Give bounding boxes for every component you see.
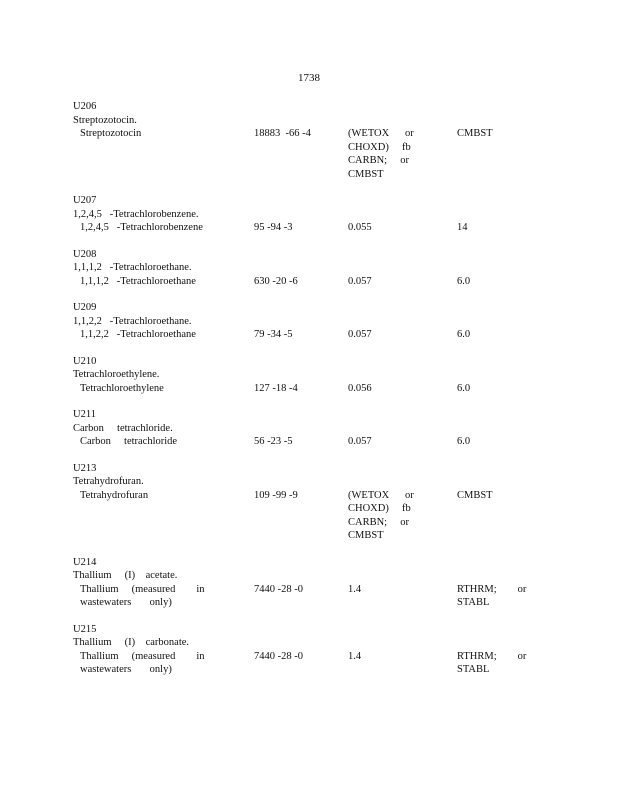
wastewater-standard-line: 1.4 bbox=[348, 583, 362, 595]
constituent-name-line: Streptozotocin bbox=[80, 128, 142, 139]
cas-number: 18883 -66 -4 bbox=[254, 128, 311, 139]
waste-entry-u208 bbox=[73, 248, 553, 289]
wastewater-standard-line: 0.057 bbox=[348, 436, 372, 447]
nonwastewater-standard-line: CMBST bbox=[457, 128, 493, 139]
nonwastewater-standard bbox=[457, 583, 553, 610]
wastewater-standard-line: 0.055 bbox=[348, 222, 372, 233]
constituent-name bbox=[73, 435, 254, 449]
wastewater-standard-line: (WETOX or bbox=[348, 128, 414, 139]
cas-number: 127 -18 -4 bbox=[254, 382, 298, 394]
waste-code: U210 bbox=[73, 355, 97, 367]
constituent-row bbox=[73, 382, 553, 396]
wastewater-standard bbox=[348, 328, 457, 342]
constituent-name bbox=[73, 221, 254, 235]
nonwastewater-standard bbox=[457, 489, 553, 503]
cas-number: 7440 -28 -0 bbox=[254, 650, 303, 662]
cas-number: 95 -94 -3 bbox=[254, 222, 293, 233]
waste-code: U207 bbox=[73, 195, 97, 206]
page-number: 1738 bbox=[298, 72, 320, 84]
wastewater-standard-line: CHOXD) fb bbox=[348, 503, 411, 514]
waste-entry-u209 bbox=[73, 301, 553, 342]
waste-title: Carbon tetrachloride. bbox=[73, 422, 173, 434]
waste-code: U215 bbox=[73, 623, 97, 635]
wastewater-standard bbox=[348, 650, 457, 664]
cas-number: 630 -20 -6 bbox=[254, 275, 298, 287]
constituent-name-line: 1,2,4,5 -Tetrachlorobenzene bbox=[80, 222, 203, 233]
nonwastewater-standard-line: RTHRM; or bbox=[457, 583, 527, 595]
waste-code: U214 bbox=[73, 556, 97, 568]
constituent-row bbox=[73, 221, 553, 235]
wastewater-standard-line: CMBST bbox=[348, 168, 384, 180]
nonwastewater-standard-line: 14 bbox=[457, 222, 468, 233]
wastewater-standard bbox=[348, 583, 457, 597]
constituent-name-line: 1,1,1,2 -Tetrachloroethane bbox=[80, 275, 196, 287]
constituent-name-line: Carbon tetrachloride bbox=[80, 436, 178, 447]
nonwastewater-standard-line: 6.0 bbox=[457, 436, 471, 447]
waste-code-table bbox=[73, 100, 553, 690]
waste-entry-u214 bbox=[73, 556, 553, 610]
waste-code: U211 bbox=[73, 409, 96, 420]
waste-entry-u206 bbox=[73, 100, 553, 181]
constituent-name-line: Tetrachloroethylene bbox=[80, 382, 164, 394]
wastewater-standard-line: CARBN; or bbox=[348, 155, 409, 166]
constituent-name-line: Thallium (measured in bbox=[80, 583, 205, 595]
waste-title: Thallium (I) carbonate. bbox=[73, 637, 190, 648]
waste-entry-u207 bbox=[73, 194, 553, 235]
waste-title: Streptozotocin. bbox=[73, 114, 137, 126]
constituent-name bbox=[73, 127, 254, 141]
cas-number: 79 -34 -5 bbox=[254, 329, 293, 340]
nonwastewater-standard bbox=[457, 382, 553, 396]
wastewater-standard bbox=[348, 435, 457, 449]
waste-title: 1,1,2,2 -Tetrachloroethane. bbox=[73, 315, 192, 327]
constituent-row bbox=[73, 583, 553, 610]
wastewater-standard bbox=[348, 127, 457, 181]
constituent-name bbox=[73, 650, 254, 677]
nonwastewater-standard bbox=[457, 221, 553, 235]
constituent-row bbox=[73, 328, 553, 342]
nonwastewater-standard-line: STABL bbox=[457, 597, 490, 608]
waste-entry-u215 bbox=[73, 623, 553, 677]
constituent-name bbox=[73, 583, 254, 610]
constituent-row bbox=[73, 275, 553, 289]
nonwastewater-standard bbox=[457, 275, 553, 289]
waste-code: U209 bbox=[73, 302, 97, 313]
wastewater-standard-line: 0.057 bbox=[348, 275, 372, 287]
waste-title: 1,1,1,2 -Tetrachloroethane. bbox=[73, 262, 192, 273]
nonwastewater-standard bbox=[457, 650, 553, 677]
constituent-row bbox=[73, 650, 553, 677]
wastewater-standard bbox=[348, 275, 457, 289]
constituent-row bbox=[73, 435, 553, 449]
constituent-name-line: 1,1,2,2 -Tetrachloroethane bbox=[80, 329, 196, 340]
waste-title: 1,2,4,5 -Tetrachlorobenzene. bbox=[73, 208, 199, 220]
wastewater-standard bbox=[348, 221, 457, 235]
cas-number: 109 -99 -9 bbox=[254, 489, 298, 501]
constituent-row bbox=[73, 489, 553, 543]
wastewater-standard-line: 0.057 bbox=[348, 329, 372, 340]
wastewater-standard bbox=[348, 489, 457, 543]
nonwastewater-standard bbox=[457, 435, 553, 449]
wastewater-standard-line: (WETOX or bbox=[348, 489, 414, 501]
constituent-row bbox=[73, 127, 553, 181]
constituent-name-line: wastewaters only) bbox=[80, 664, 172, 675]
waste-entry-u210 bbox=[73, 355, 553, 396]
waste-code: U208 bbox=[73, 248, 97, 260]
waste-code: U206 bbox=[73, 101, 97, 112]
nonwastewater-standard-line: STABL bbox=[457, 664, 490, 675]
wastewater-standard-line: CARBN; or bbox=[348, 516, 409, 528]
constituent-name bbox=[73, 382, 254, 396]
waste-title: Thallium (I) acetate. bbox=[73, 570, 178, 581]
waste-entry-u211 bbox=[73, 408, 553, 449]
nonwastewater-standard-line: 6.0 bbox=[457, 275, 471, 287]
constituent-name bbox=[73, 489, 254, 503]
wastewater-standard-line: CHOXD) fb bbox=[348, 141, 411, 153]
wastewater-standard bbox=[348, 382, 457, 396]
waste-code: U213 bbox=[73, 462, 97, 474]
constituent-name-line: Thallium (measured in bbox=[80, 650, 205, 662]
constituent-name-line: Tetrahydrofuran bbox=[80, 489, 149, 501]
waste-title: Tetrahydrofuran. bbox=[73, 476, 144, 487]
wastewater-standard-line: CMBST bbox=[348, 530, 384, 541]
constituent-name-line: wastewaters only) bbox=[80, 597, 172, 608]
nonwastewater-standard-line: CMBST bbox=[457, 489, 493, 501]
wastewater-standard-line: 0.056 bbox=[348, 382, 372, 394]
constituent-name bbox=[73, 328, 254, 342]
nonwastewater-standard-line: 6.0 bbox=[457, 329, 471, 340]
constituent-name bbox=[73, 275, 254, 289]
nonwastewater-standard bbox=[457, 328, 553, 342]
cas-number: 7440 -28 -0 bbox=[254, 583, 303, 595]
nonwastewater-standard bbox=[457, 127, 553, 141]
nonwastewater-standard-line: RTHRM; or bbox=[457, 650, 527, 662]
waste-title: Tetrachloroethylene. bbox=[73, 369, 160, 380]
nonwastewater-standard-line: 6.0 bbox=[457, 382, 471, 394]
cas-number: 56 -23 -5 bbox=[254, 436, 293, 447]
wastewater-standard-line: 1.4 bbox=[348, 650, 362, 662]
waste-entry-u213 bbox=[73, 462, 553, 543]
